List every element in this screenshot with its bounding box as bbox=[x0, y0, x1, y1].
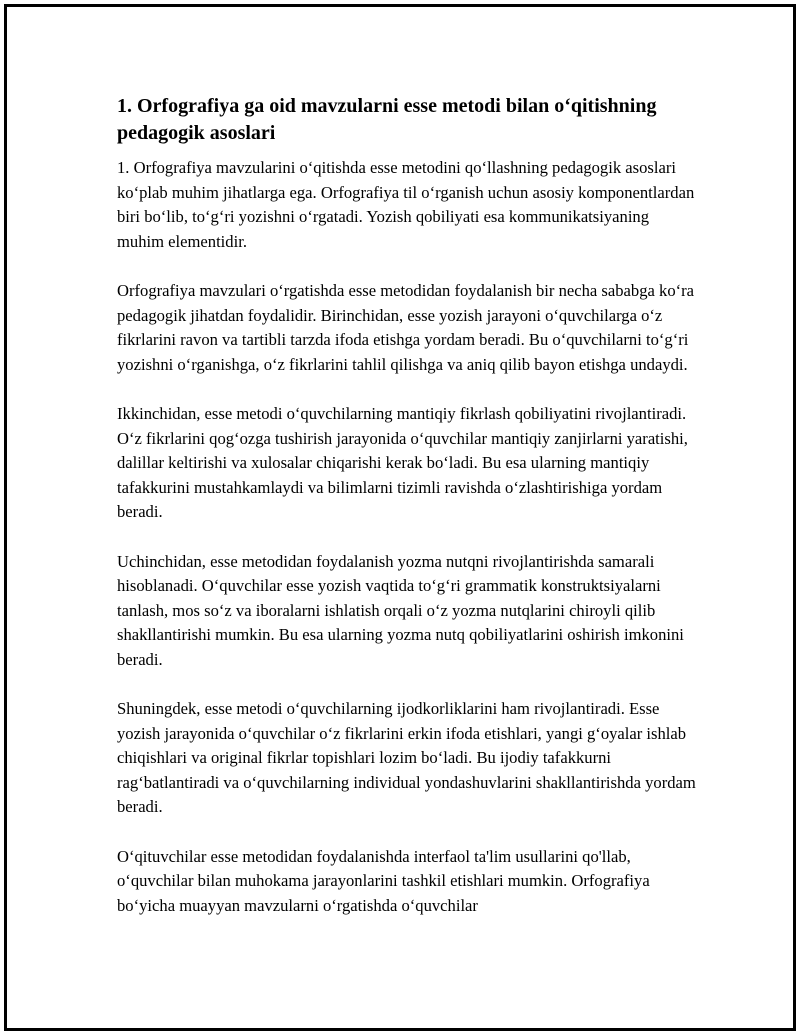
paragraph-teachers: O‘qituvchilar esse metodidan foydalanishda interfaol ta'lim usullarini qo'llab, o‘quvchilar bilan muhokama jarayonlarini tashkil etishlari mumkin. Orfografiya bo‘yicha muayyan mavzularni o‘rgatishda o‘quvchilar bbox=[117, 846, 650, 915]
document-heading: 1. Orfografiya ga oid mavzularni esse metodi bilan o‘qitishning pedagogik asoslari bbox=[117, 95, 657, 144]
document-body bbox=[117, 93, 697, 943]
paragraph-first-reason: Orfografiya mavzulari o‘rgatishda esse metodidan foydalanish bir necha sababga ko‘ra pedagogik jihatdan foydalidir. Birinchidan, esse yozish jarayoni o‘quvchilarga o‘z fikrlarini ravon va tartibli tarzda ifoda etishga yordam beradi. Bu o‘quvchilarni to‘g‘ri yozishni o‘rganishga, o‘z fikrlarini tahlil qilishga va aniq qilib bayon etishga undaydi. bbox=[117, 280, 695, 374]
paragraph-intro: 1. Orfografiya mavzularini o‘qitishda esse metodini qo‘llashning pedagogik asoslari ko‘plab muhim jihatlarga ega. Orfografiya til o‘rganish uchun asosiy komponentlardan biri bo‘lib, to‘g‘ri yozishni o‘rgatadi. Yozish qobiliyati esa kommunikatsiyaning muhim elementidir. bbox=[117, 158, 695, 251]
paragraph-second-reason: Ikkinchidan, esse metodi o‘quvchilarning mantiqiy fikrlash qobiliyatini rivojlantiradi. O‘z fikrlarini qog‘ozga tushirish jarayonida o‘quvchilar mantiqiy zanjirlarni yaratishi, dalillar keltirishi va xulosalar chiqarishi kerak bo‘ladi. Bu esa ularning mantiqiy tafakkurini mustahkamlaydi va bilimlarni tizimli ravishda o‘zlashtirishiga yordam beradi. bbox=[117, 403, 688, 522]
paragraph-third-reason: Uchinchidan, esse metodidan foydalanish yozma nutqni rivojlantirishda samarali hisoblanadi. O‘quvchilar esse yozish vaqtida to‘g‘ri grammatik konstruktsiyalarni tanlash, mos so‘z va iboralarni ishlatish orqali o‘z yozma nutqlarini chiroyli qilib shakllantirishi mumkin. Bu esa ularning yozma nutq qobiliyatlarini oshirish imkonini beradi. bbox=[117, 551, 684, 669]
paragraph-creativity: Shuningdek, esse metodi o‘quvchilarning ijodkorliklarini ham rivojlantiradi. Esse yozish jarayonida o‘quvchilar o‘z fikrlarini erkin ifoda etishlari, yangi g‘oyalar ishlab chiqishlari va original fikrlar topishlari lozim bo‘ladi. Bu ijodiy tafakkurni rag‘batlantiradi va o‘quvchilarning individual yondashuvlarini shakllantirishda yordam beradi. bbox=[117, 699, 696, 817]
